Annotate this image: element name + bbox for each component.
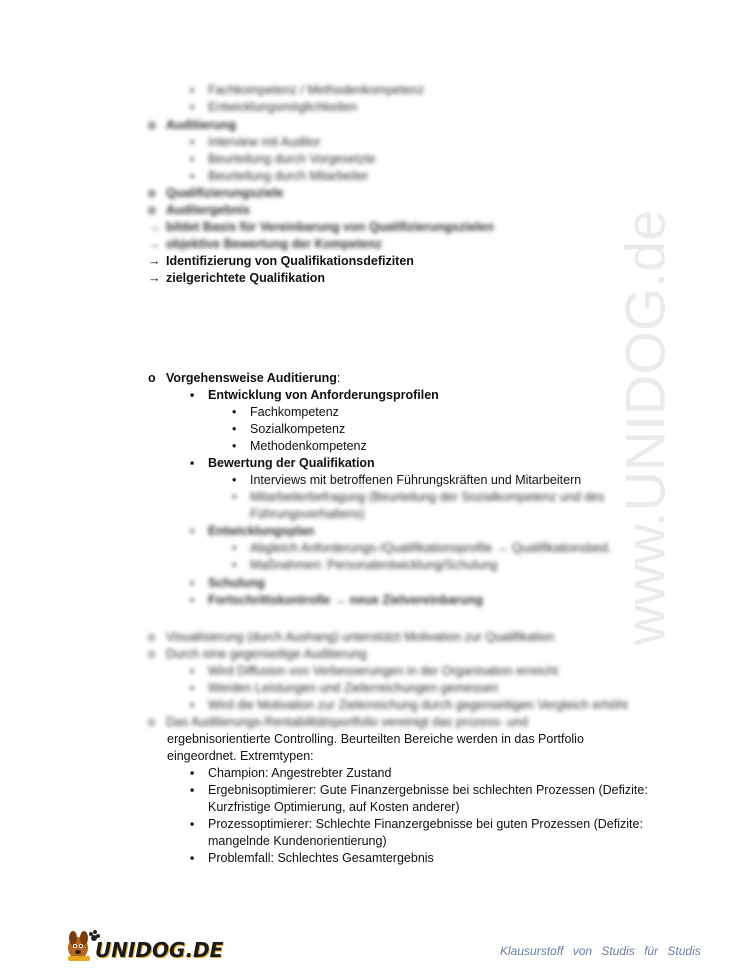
line-text: Fortschrittskontrolle → neue Zielvereinbarung [208,593,484,607]
line-text: Maßnahmen: Personalentwicklung/Schulung [250,558,498,572]
section-item [190,387,439,404]
blurred-list-item [148,629,554,646]
arrow-line [148,236,382,253]
arrow-line [148,270,325,287]
section-item [190,455,375,472]
line-text: Qualifizierungsziele [166,186,284,200]
blurred-list-item [190,134,321,151]
line-text: Prozessoptimierer: Schlechte Finanzergebnisse bei guten Prozessen (Defizite: [208,817,643,831]
line-text: Bewertung der Qualifikation [208,456,375,470]
line-text: objektive Bewertung der Kompetenz [166,237,383,251]
section-item [190,575,265,592]
list-marker: → [148,237,161,251]
list-marker: ▪ [190,524,195,538]
list-marker: ▪ [190,698,195,712]
section-subitem [232,540,611,557]
portfolio-type [190,782,648,799]
list-marker: ▪ [190,83,195,97]
line-text: Interviews mit betroffenen Führungskräften und Mitarbeitern [250,473,582,487]
blurred-list-item [190,663,558,680]
list-marker: ▪ [190,664,195,678]
blurred-list-item [148,714,528,731]
blurred-list-item [190,697,628,714]
list-marker: ▪ [190,135,195,149]
section-heading [148,370,340,387]
line-text: Kurzfristige Optimierung, auf Kosten anderer) [208,800,460,814]
section-subitem [232,489,604,506]
list-marker: ▪ [190,456,195,470]
line-text: Wird Diffusion von Verbesserungen in der Organisation erreicht [208,664,558,678]
line-text: zielgerichtete Qualifikation [166,271,326,285]
list-marker: o [148,186,156,200]
list-marker: ▪ [190,851,195,865]
list-marker: • [232,473,237,487]
line-text: Sozialkompetenz [250,422,346,436]
list-marker: o [148,371,156,385]
list-marker: ▪ [190,169,195,183]
line-text: Beurteilung durch Vorgesetzte [208,152,376,166]
list-marker: ▪ [190,593,195,607]
list-marker: ▪ [190,575,195,590]
list-marker: o [148,715,155,729]
list-marker: → [148,220,161,234]
list-marker: ▪ [190,388,195,402]
line-text: bildet Basis für Vereinbarung von Qualifizierungszielen [166,220,494,234]
line-text: Durch eine gegenseitige Auditierung [166,647,367,661]
line-text: Champion: Angestrebter Zustand [208,766,392,780]
list-marker: • [232,422,237,436]
list-marker: • [232,558,237,572]
list-marker: ▪ [190,783,195,797]
portfolio-type [208,799,460,816]
line-text: eingeordnet. Extremtypen: [167,749,314,763]
list-marker: o [148,203,156,217]
line-text: Abgleich Anforderungs-/Qualifikationsprofile → Qualifikationsbed. [250,541,612,555]
line-text: Problemfall: Schlechtes Gesamtergebnis [208,851,434,865]
line-text: Werden Leistungen und Zielerreichungen gemessen [208,681,499,695]
footer-logo-text: UNIDOG.DE [95,938,224,962]
blurred-list-item [190,99,357,116]
line-text: Das Auditierungs-Rentabilitätsportfolio vereinigt das prozess- und [166,715,528,729]
blurred-list-item [190,82,424,99]
line-text: Mitarbeiterbefragung (Beurteilung der Sozialkompetenz und des [250,490,605,504]
blurred-list-item [148,185,283,202]
list-marker: ▪ [190,100,195,114]
list-marker: o [148,647,155,661]
line-suffix: : [336,371,341,385]
section-subitem [232,472,581,489]
section-subitem [232,438,367,455]
section-subitem [250,506,365,523]
list-marker: o [148,118,156,132]
line-text: Entwicklungsplan [208,524,315,538]
list-marker: → [148,271,161,285]
line-text: Auditergebnis [166,203,251,217]
footer-tagline: Klausurstoff von Studis für Studis [500,944,701,958]
paragraph-line [167,748,314,765]
watermark-text: www.UNIDOG.de [613,209,677,646]
line-text: Entwicklung von Anforderungsprofilen [208,388,439,402]
line-text: Fachkompetenz [250,405,339,419]
watermark [595,190,705,670]
line-text: Interview mit Auditor [208,135,321,149]
list-marker: ▪ [190,817,195,831]
line-text: Vorgehensweise Auditierung [166,371,337,385]
line-text: Schulung [208,575,265,590]
line-text: Entwicklungsmöglichkeiten [208,100,358,114]
list-marker: ▪ [190,681,195,695]
blurred-list-item [148,219,494,236]
list-marker: • [232,439,237,453]
line-text: Methodenkompetenz [250,439,367,453]
section-item [190,592,483,609]
blurred-list-item [148,646,367,663]
portfolio-type [190,765,391,782]
line-text: Ergebnisoptimierer: Gute Finanzergebnisse bei schlechten Prozessen (Defizite: [208,783,648,797]
list-marker: ▪ [190,152,195,166]
line-text: mangelnde Kundenorientierung) [208,834,387,848]
section-subitem [232,421,345,438]
line-text: ergebnisorientierte Controlling. Beurteilten Bereiche werden in das Portfolio [167,732,584,746]
portfolio-type [208,833,387,850]
line-text: Identifizierung von Qualifikationsdefiziten [166,254,414,268]
blurred-list-item [190,680,498,697]
section-item [190,523,314,540]
blurred-list-item [148,117,236,134]
blurred-list-item [190,151,375,168]
arrow-line [148,253,414,270]
line-text: Fachkompetenz / Methodenkompetenz [208,83,425,97]
paragraph-line [167,731,584,748]
list-marker: → [148,254,161,268]
line-text: Beurteilung durch Mitarbeiter [208,169,369,183]
line-text: Visualisierung (durch Aushang) unterstützt Motivation zur Qualifikation [166,630,555,644]
blurred-list-item [190,168,369,185]
list-marker: ▪ [190,766,195,780]
line-text: Führungsverhaltens) [250,507,365,521]
blurred-list-item [148,202,250,219]
line-text: Wird die Motivation zur Zielerreichung durch gegenseitigen Vergleich erhöht [208,698,628,712]
line-text: Auditierung [166,118,237,132]
list-marker: o [148,630,155,644]
list-marker: • [232,490,237,504]
list-marker: • [232,405,237,419]
section-subitem [232,404,339,421]
section-subitem [232,557,497,574]
portfolio-type [190,850,434,867]
list-marker: • [232,541,237,555]
portfolio-type [190,816,643,833]
